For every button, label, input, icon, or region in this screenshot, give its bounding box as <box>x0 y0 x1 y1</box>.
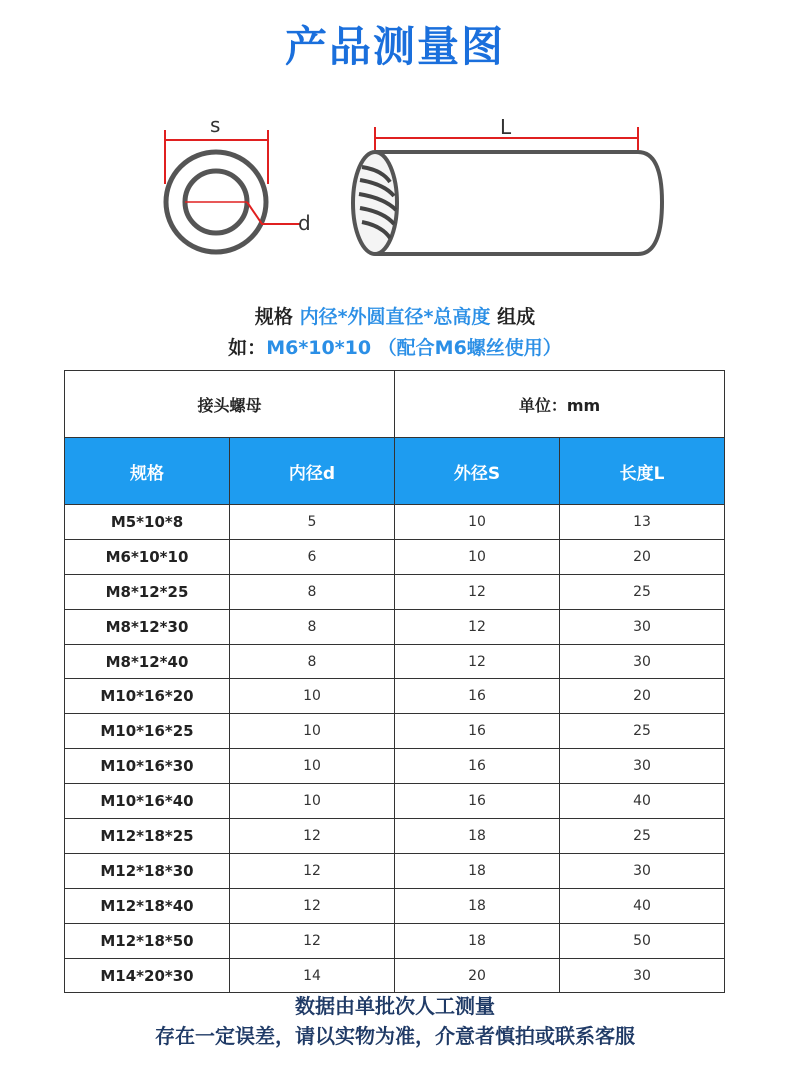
length-cell: 40 <box>560 784 725 819</box>
example-value: M6*10*10 （配合M6螺丝使用） <box>266 337 562 359</box>
length-cell: 13 <box>560 505 725 540</box>
footer-note-2: 存在一定误差，请以实物为准，介意者慎拍或联系客服 <box>155 1024 635 1048</box>
spec-table <box>64 370 725 993</box>
outer-diameter-cell: 16 <box>395 749 560 784</box>
spec-cell: M10*16*25 <box>65 714 230 749</box>
outer-diameter-cell: 18 <box>395 853 560 888</box>
length-cell: 30 <box>560 958 725 993</box>
inner-diameter-cell: 10 <box>230 784 395 819</box>
table-body <box>65 505 725 993</box>
spec-suffix: 组成 <box>497 306 536 328</box>
outer-diameter-cell: 18 <box>395 923 560 958</box>
spec-prefix: 规格 <box>254 306 293 328</box>
page-title: 产品测量图 <box>284 22 505 71</box>
table-meta-row <box>65 371 725 438</box>
outer-diameter-cell: 16 <box>395 714 560 749</box>
length-cell: 20 <box>560 539 725 574</box>
length-cell: 30 <box>560 609 725 644</box>
spec-cell: M10*16*20 <box>65 679 230 714</box>
inner-diameter-cell: 14 <box>230 958 395 993</box>
side-view-drawing <box>353 115 662 254</box>
table-header-row <box>65 438 725 505</box>
outer-diameter-cell: 16 <box>395 784 560 819</box>
measurement-diagram <box>150 112 670 272</box>
inner-diameter-cell: 10 <box>230 679 395 714</box>
table-row <box>65 714 725 749</box>
length-cell: 40 <box>560 888 725 923</box>
inner-diameter-cell: 10 <box>230 749 395 784</box>
length-cell: 30 <box>560 749 725 784</box>
table-row <box>65 888 725 923</box>
table-row <box>65 749 725 784</box>
column-header: 内径d <box>230 438 395 505</box>
inner-diameter-cell: 8 <box>230 609 395 644</box>
column-header: 外径S <box>395 438 560 505</box>
inner-diameter-cell: 12 <box>230 853 395 888</box>
spec-highlight: 内径*外圆直径*总高度 <box>299 306 491 328</box>
inner-diameter-cell: 6 <box>230 539 395 574</box>
dimension-label-l: L <box>500 115 512 139</box>
inner-diameter-cell: 5 <box>230 505 395 540</box>
end-view-drawing <box>165 113 311 252</box>
spec-cell: M14*20*30 <box>65 958 230 993</box>
outer-diameter-cell: 18 <box>395 888 560 923</box>
spec-cell: M8*12*40 <box>65 644 230 679</box>
column-header: 长度L <box>560 438 725 505</box>
inner-diameter-cell: 10 <box>230 714 395 749</box>
outer-diameter-cell: 18 <box>395 819 560 854</box>
outer-diameter-cell: 12 <box>395 574 560 609</box>
table-row <box>65 609 725 644</box>
spec-cell: M8*12*30 <box>65 609 230 644</box>
outer-diameter-cell: 20 <box>395 958 560 993</box>
table-row <box>65 679 725 714</box>
inner-diameter-cell: 12 <box>230 888 395 923</box>
length-cell: 20 <box>560 679 725 714</box>
length-cell: 25 <box>560 574 725 609</box>
spec-cell: M6*10*10 <box>65 539 230 574</box>
footer-note-1: 数据由单批次人工测量 <box>295 994 495 1018</box>
table-row <box>65 819 725 854</box>
spec-cell: M12*18*40 <box>65 888 230 923</box>
unit-label: 单位：mm <box>395 371 725 438</box>
outer-diameter-cell: 16 <box>395 679 560 714</box>
spec-example <box>0 333 790 360</box>
example-prefix: 如： <box>228 337 267 359</box>
spec-cell: M5*10*8 <box>65 505 230 540</box>
length-cell: 30 <box>560 644 725 679</box>
spec-cell: M8*12*25 <box>65 574 230 609</box>
table-row <box>65 505 725 540</box>
outer-diameter-cell: 10 <box>395 505 560 540</box>
table-row <box>65 644 725 679</box>
inner-diameter-cell: 12 <box>230 819 395 854</box>
spec-cell: M12*18*25 <box>65 819 230 854</box>
outer-diameter-cell: 12 <box>395 609 560 644</box>
length-cell: 25 <box>560 819 725 854</box>
column-header: 规格 <box>65 438 230 505</box>
table-row <box>65 958 725 993</box>
inner-diameter-cell: 8 <box>230 644 395 679</box>
table-row <box>65 574 725 609</box>
spec-cell: M12*18*50 <box>65 923 230 958</box>
spec-cell: M10*16*30 <box>65 749 230 784</box>
inner-diameter-cell: 12 <box>230 923 395 958</box>
spec-cell: M10*16*40 <box>65 784 230 819</box>
spec-description <box>0 302 790 329</box>
length-cell: 25 <box>560 714 725 749</box>
dimension-label-s: s <box>210 113 221 137</box>
table-row <box>65 853 725 888</box>
outer-diameter-cell: 10 <box>395 539 560 574</box>
dimension-label-d: d <box>298 211 311 235</box>
product-name: 接头螺母 <box>65 371 395 438</box>
spec-cell: M12*18*30 <box>65 853 230 888</box>
table-row <box>65 539 725 574</box>
length-cell: 30 <box>560 853 725 888</box>
inner-diameter-cell: 8 <box>230 574 395 609</box>
table-row <box>65 784 725 819</box>
table-row <box>65 923 725 958</box>
length-cell: 50 <box>560 923 725 958</box>
outer-diameter-cell: 12 <box>395 644 560 679</box>
